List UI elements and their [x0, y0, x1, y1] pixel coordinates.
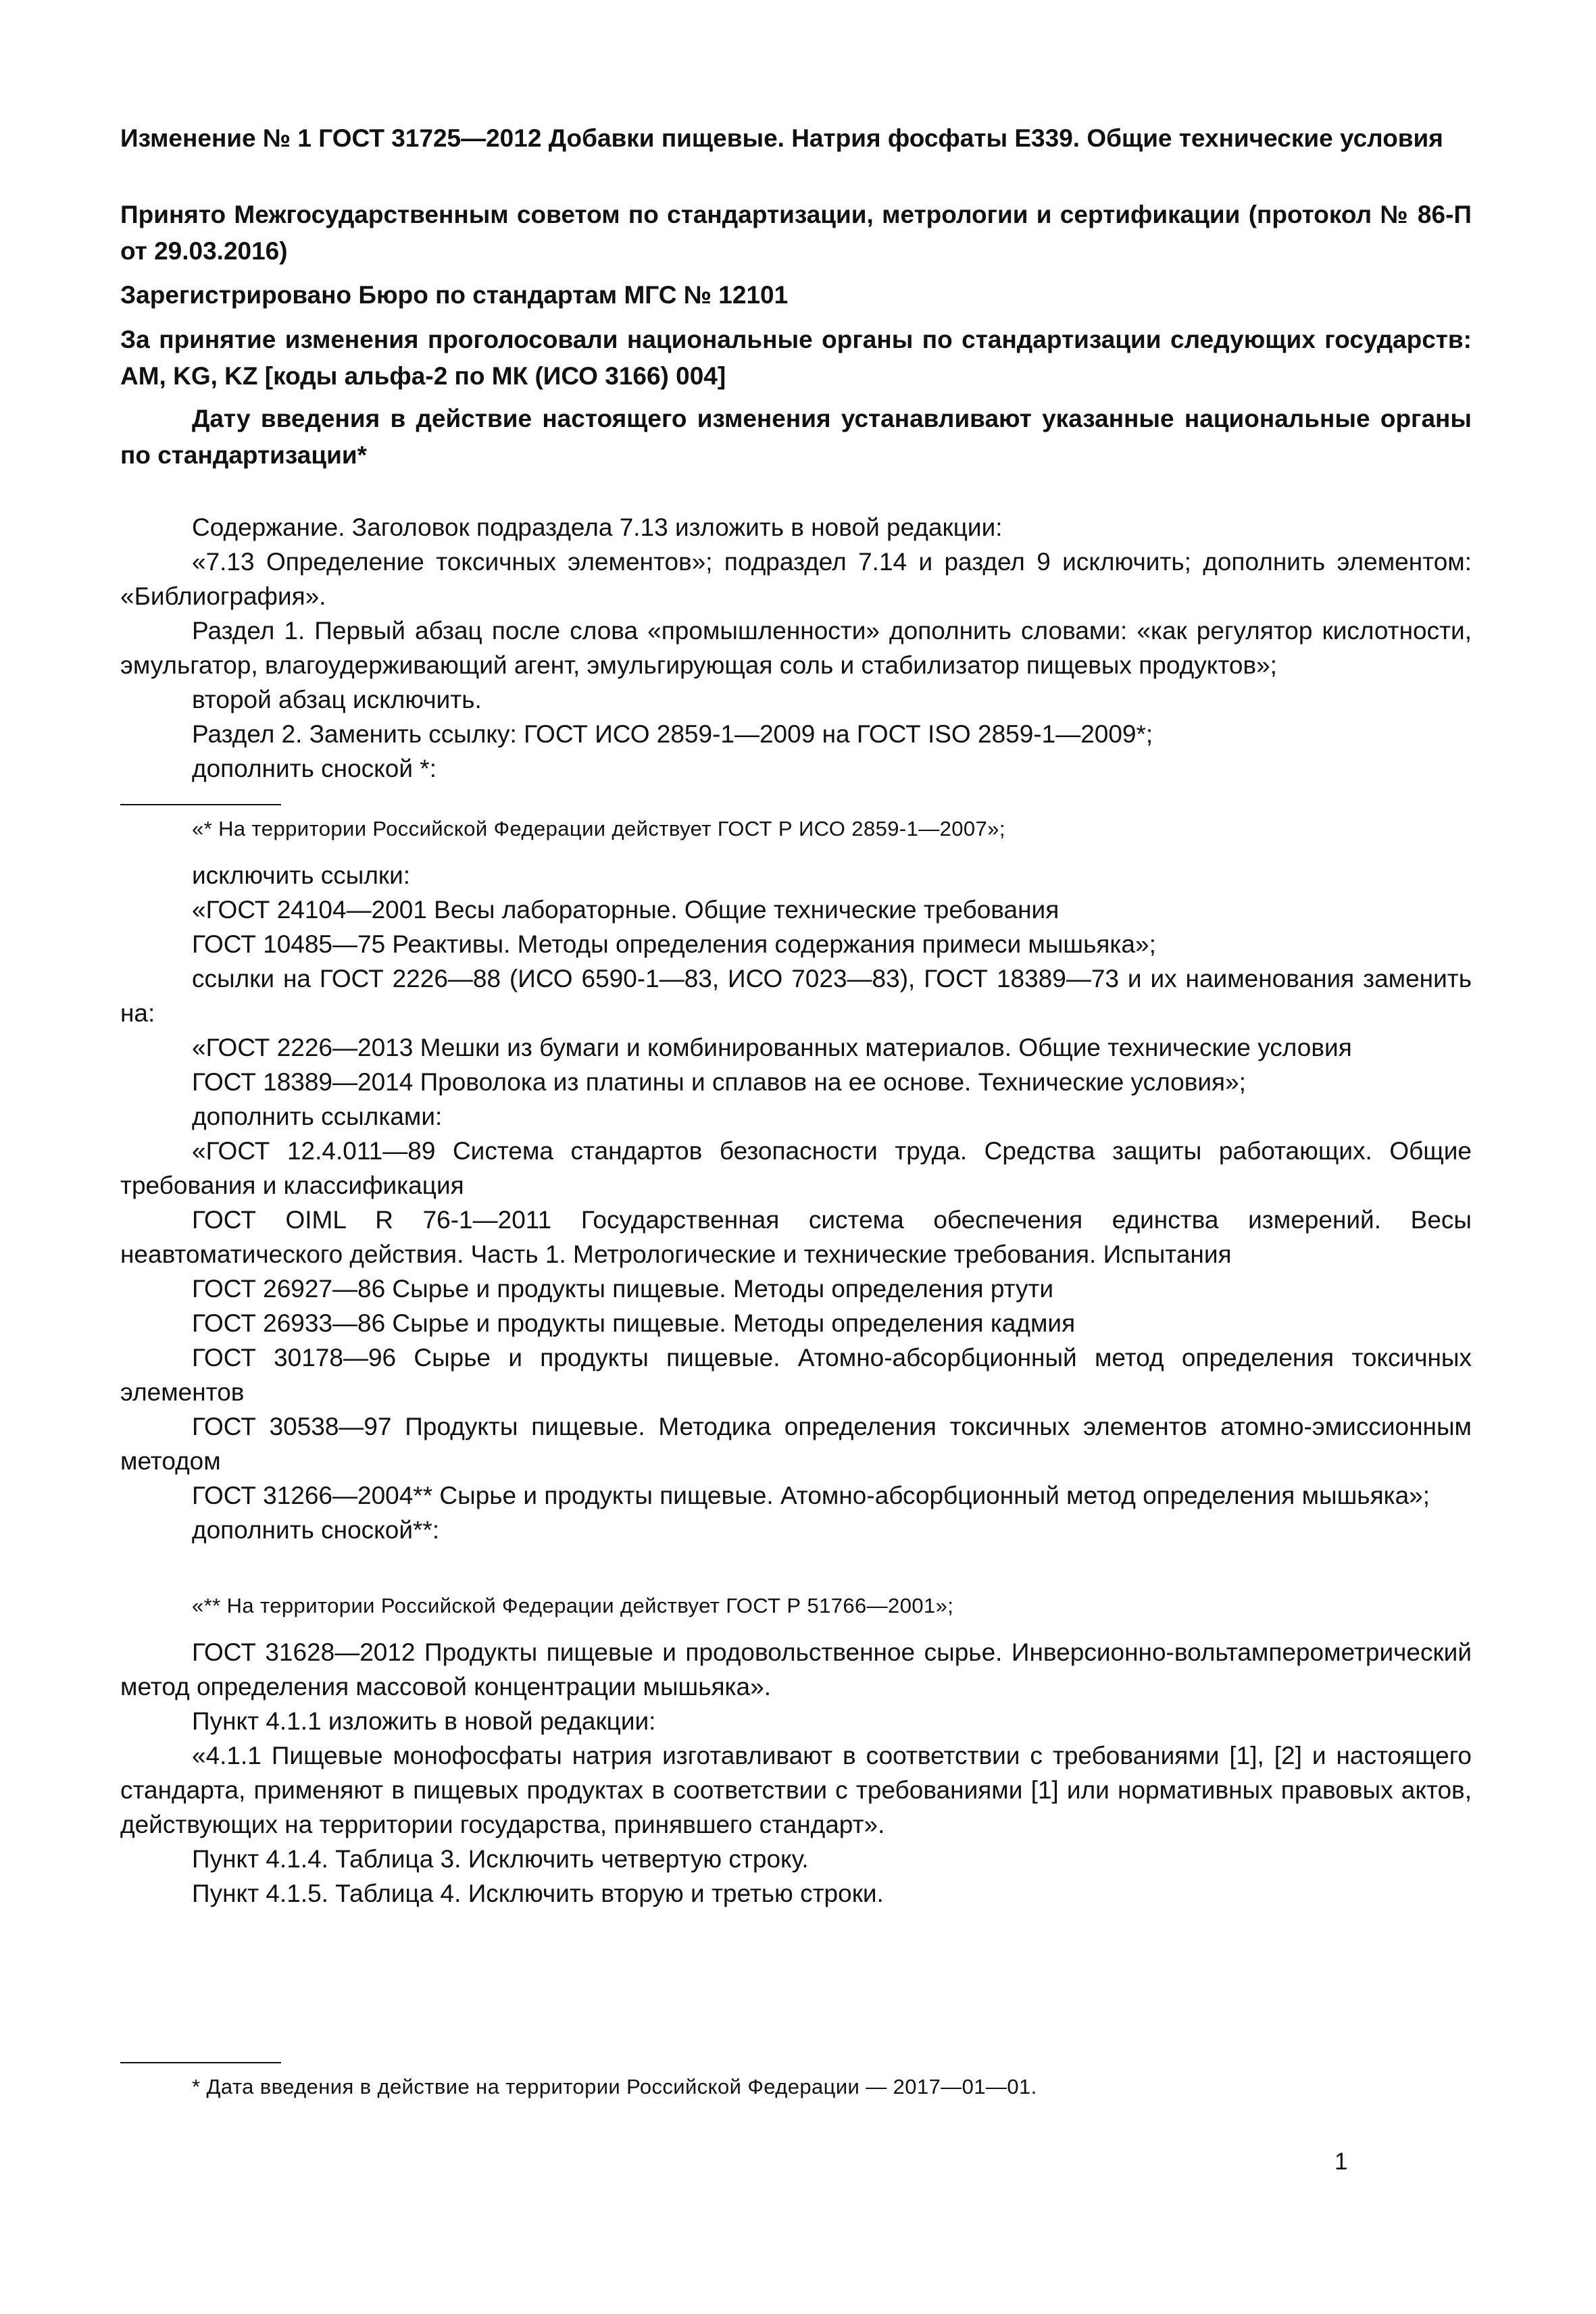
footnote-divider: [120, 804, 281, 805]
paragraph: Пункт 4.1.5. Таблица 4. Исключить вторую и третью строки.: [192, 1880, 884, 1907]
paragraph: дополнить сноской *:: [192, 755, 437, 782]
page-number: 1: [1335, 2148, 1348, 2175]
adoption-note: Принято Межгосударственным советом по стандартизации, метрологии и сертификации (протокол № 86-П от 29.03.2016): [120, 201, 1472, 265]
paragraph: ГОСТ 30178—96 Сырье и продукты пищевые. Атомно-абсорбционный метод определения токсичных элементов: [120, 1344, 1472, 1406]
paragraph: Содержание. Заголовок подраздела 7.13 изложить в новой редакции:: [192, 513, 1003, 541]
inline-footnote-1: «* На территории Российской Федерации действует ГОСТ Р ИСО 2859-1—2007»;: [192, 817, 1005, 840]
paragraph: второй абзац исключить.: [192, 686, 482, 713]
effective-date-note: Дату введения в действие настоящего изменения устанавливают указанные национальные органы по стандартизации*: [120, 405, 1472, 469]
paragraph: ГОСТ 18389—2014 Проволока из платины и сплавов на ее основе. Технические условия»;: [192, 1068, 1246, 1096]
paragraph: «4.1.1 Пищевые монофосфаты натрия изготавливают в соответствии с требованиями [1], [2] и настоящего стандарта, применяют в пищевых продуктах в соответствии с требованиями [1] или нормативных правовых актов, действующих на территории государства, принявшего стандарт».: [120, 1742, 1472, 1838]
paragraph: дополнить ссылками:: [192, 1103, 443, 1130]
paragraph: ГОСТ 26927—86 Сырье и продукты пищевые. Методы определения ртути: [192, 1275, 1054, 1303]
amendment-text-block-2: [120, 858, 1472, 1547]
paragraph: Пункт 4.1.4. Таблица 3. Исключить четвертую строку.: [192, 1845, 809, 1873]
paragraph: Раздел 2. Заменить ссылку: ГОСТ ИСО 2859-1—2009 на ГОСТ ISO 2859-1—2009*;: [192, 720, 1153, 748]
page-footnote: * Дата введения в действие на территории Российской Федерации — 2017—01—01.: [192, 2075, 1037, 2098]
amendment-title: Изменение № 1 ГОСТ 31725—2012 Добавки пищевые. Натрия фосфаты Е339. Общие технические условия: [120, 124, 1443, 152]
paragraph: «ГОСТ 12.4.011—89 Система стандартов безопасности труда. Средства защиты работающих. Общие требования и классификация: [120, 1137, 1472, 1199]
paragraph: ГОСТ 10485—75 Реактивы. Методы определения содержания примеси мышьяка»;: [192, 930, 1156, 958]
footnote-divider: [120, 2062, 281, 2063]
paragraph: ГОСТ 26933—86 Сырье и продукты пищевые. Методы определения кадмия: [192, 1309, 1076, 1337]
voting-note: За принятие изменения проголосовали национальные органы по стандартизации следующих государств: AM, KG, KZ [коды альфа-2 по МК (ИСО 3166) 004]: [120, 326, 1472, 390]
paragraph: ссылки на ГОСТ 2226—88 (ИСО 6590-1—83, ИСО 7023—83), ГОСТ 18389—73 и их наименования заменить на:: [120, 965, 1472, 1027]
paragraph: дополнить сноской**:: [192, 1516, 440, 1544]
paragraph: Раздел 1. Первый абзац после слова «промышленности» дополнить словами: «как регулятор кислотности, эмульгатор, влагоудерживающий агент, эмульгирующая соль и стабилизатор пищевых продуктов»;: [120, 617, 1472, 679]
paragraph: Пункт 4.1.1 изложить в новой редакции:: [192, 1707, 656, 1735]
paragraph: «7.13 Определение токсичных элементов»; подраздел 7.14 и раздел 9 исключить; дополнить элементом: «Библиография».: [120, 548, 1472, 610]
paragraph: ГОСТ OIML R 76-1—2011 Государственная система обеспечения единства измерений. Весы неавтоматического действия. Часть 1. Метрологические и технические требования. Испытания: [120, 1206, 1472, 1268]
amendment-text-block-1: [120, 510, 1472, 786]
paragraph: «ГОСТ 24104—2001 Весы лабораторные. Общие технические требования: [192, 896, 1059, 924]
registration-note: Зарегистрировано Бюро по стандартам МГС № 12101: [120, 281, 789, 309]
paragraph: ГОСТ 31628—2012 Продукты пищевые и продовольственное сырье. Инверсионно-вольтамперометрический метод определения массовой концентрации мышьяка».: [120, 1638, 1472, 1701]
paragraph: ГОСТ 30538—97 Продукты пищевые. Методика определения токсичных элементов атомно-эмиссионным методом: [120, 1413, 1472, 1475]
paragraph: «ГОСТ 2226—2013 Мешки из бумаги и комбинированных материалов. Общие технические условия: [192, 1034, 1352, 1061]
paragraph: исключить ссылки:: [192, 861, 411, 889]
inline-footnote-2: «** На территории Российской Федерации действует ГОСТ Р 51766—2001»;: [192, 1594, 954, 1617]
paragraph: ГОСТ 31266—2004** Сырье и продукты пищевые. Атомно-абсорбционный метод определения мышьяка»;: [192, 1482, 1430, 1509]
amendment-text-block-3: [120, 1635, 1472, 1911]
